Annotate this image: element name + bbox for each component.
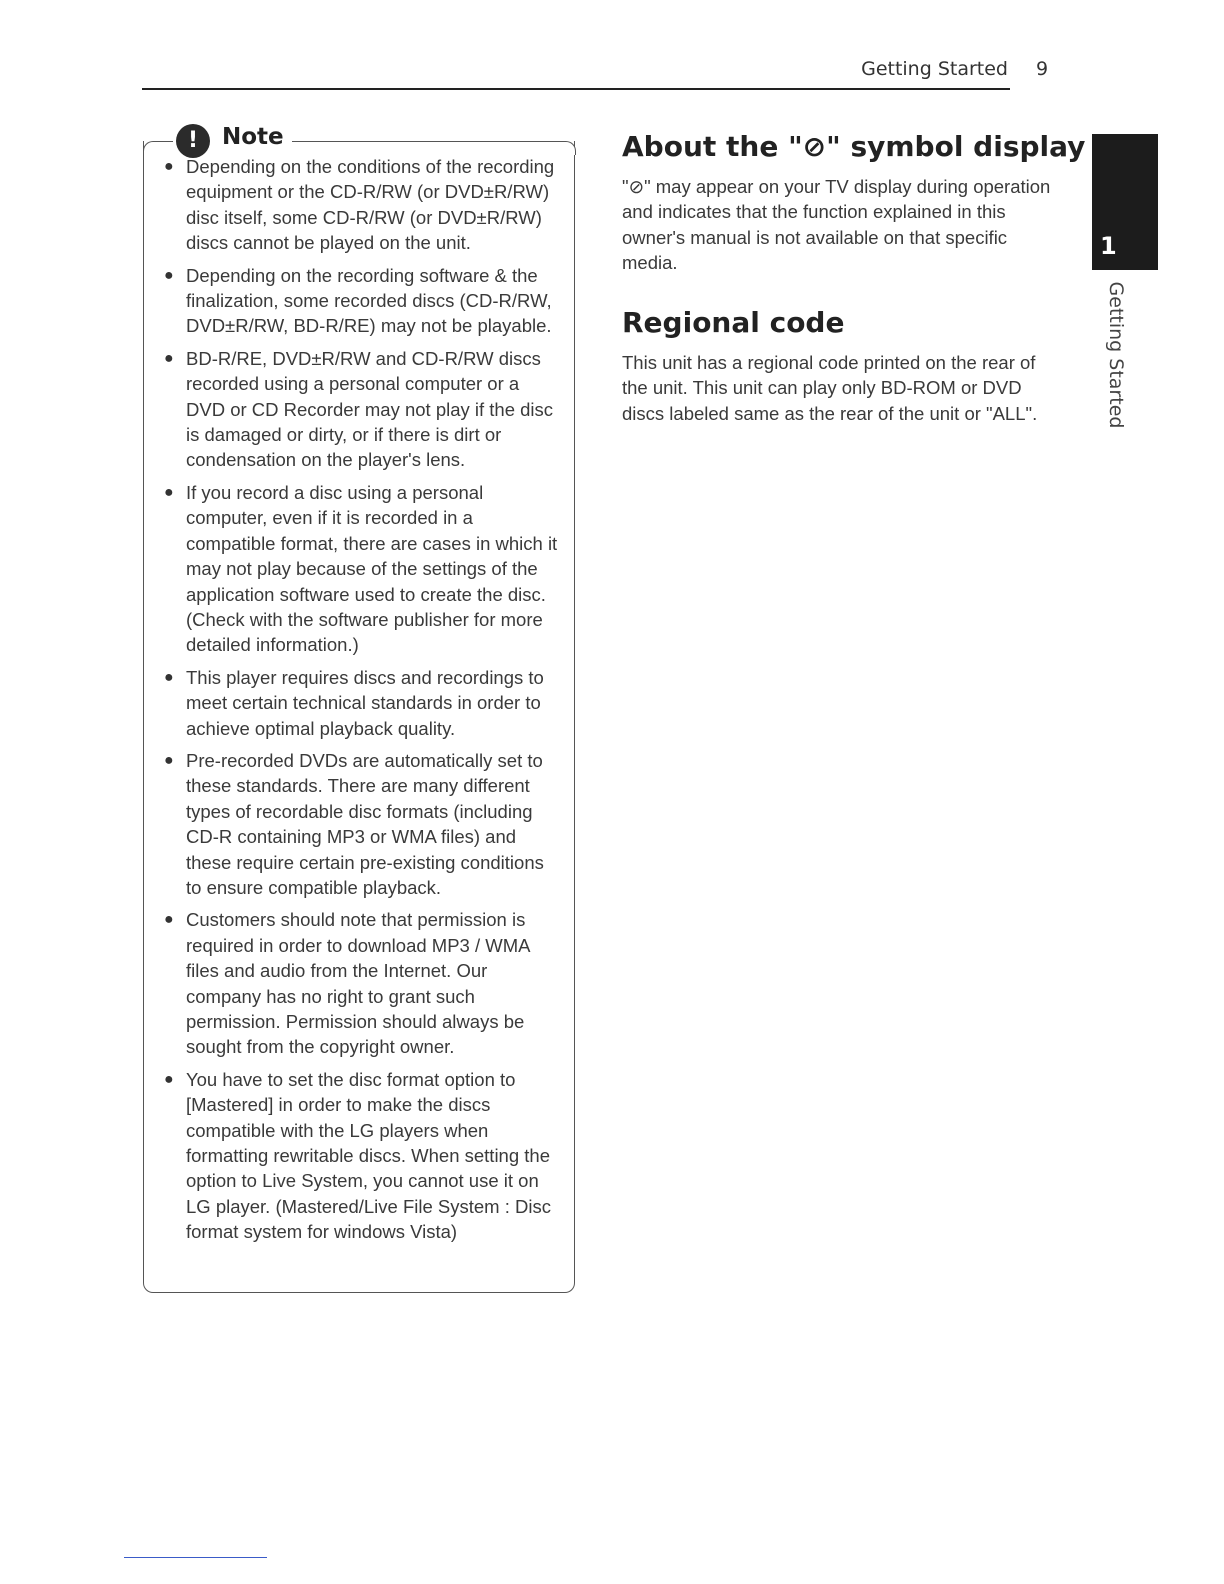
bullet-icon: ● [164,911,174,929]
note-label: Note [222,124,290,150]
note-box-corner-right [292,141,576,155]
bullet-icon: ● [164,158,174,175]
header-section-title: Getting Started [861,58,1008,80]
note-item-text: You have to set the disc format option to [Mastered] in order to make the discs compatible with the LG players when formatting rewritable discs. When setting the option to Live System, you cannot use it on LG player. (Mastered/Live File System : Disc format system for windows Vista) [186,1068,551,1243]
bullet-icon: ● [164,751,174,769]
note-item-text: BD-R/RE, DVD±R/RW and CD-R/RW discs recorded using a personal computer or a DVD or CD Recorder may not play if the disc is damaged or dirty, or if there is dirt or condensation on the player's lens. [186,347,554,471]
about-symbol-text: "⊘" may appear on your TV display during operation and indicates that the function explained in this owner's manual is not available on that specific media. [622,176,1051,274]
note-item-text: This player requires discs and recordings to meet certain technical standards in order to achieve optimal playback quality. [186,666,544,739]
bullet-icon: ● [164,668,174,686]
bullet-icon: ● [164,1070,174,1088]
bullet-icon: ● [164,349,174,367]
note-exclamation-icon: ! [176,124,210,158]
note-item [160,748,560,900]
regional-code-heading: Regional code [622,306,845,339]
note-item-text: If you record a disc using a personal computer, even if it is recorded in a compatible format, there are cases in which it may not play because of the settings of the application software used to create the disc. (Check with the software publisher for more detailed information.) [186,481,558,656]
note-item-text: Depending on the conditions of the recording equipment or the CD-R/RW (or DVD±R/RW) disc itself, some CD-R/RW (or DVD±R/RW) discs cannot be played on the unit. [186,156,555,254]
note-item [160,907,560,1059]
regional-code-text: This unit has a regional code printed on the rear of the unit. This unit can play only BD-ROM or DVD discs labeled same as the rear of the unit or "ALL". [622,352,1038,424]
note-item [160,665,560,741]
note-item [160,480,560,658]
note-item-text: Pre-recorded DVDs are automatically set to these standards. There are many different types of recordable disc formats (including CD-R containing MP3 or WMA files) and these require certain pre-existing conditions to ensure compatible playback. [186,749,544,898]
note-item [160,263,560,339]
page-number: 9 [1036,58,1049,80]
about-symbol-heading: About the "⊘" symbol display [622,130,1086,163]
note-list [160,154,560,1252]
note-item [160,154,560,256]
footer-divider [124,1557,267,1558]
note-item-text: Customers should note that permission is required in order to download MP3 / WMA files and audio from the Internet. Our company has no right to grant such permission. Permission should always be sought from the copyright owner. [186,909,530,1058]
chapter-number: 1 [1100,232,1117,260]
note-item-text: Depending on the recording software & the finalization, some recorded discs (CD-R/RW, DVD±R/RW, BD-R/RE) may not be playable. [186,264,552,337]
note-item [160,346,560,473]
bullet-icon: ● [164,266,174,284]
note-box-corner-left [143,141,173,155]
chapter-side-label: Getting Started [1105,281,1127,429]
note-item [160,1067,560,1245]
bullet-icon: ● [164,483,174,501]
header-divider [142,88,1010,90]
